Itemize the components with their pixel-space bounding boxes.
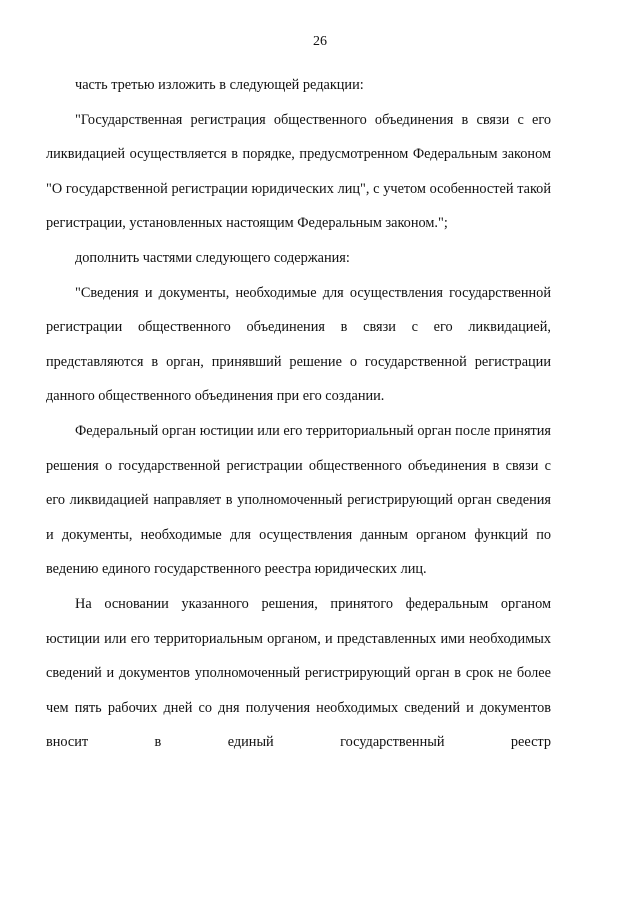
document-body: [46, 68, 551, 760]
paragraph-5: Федеральный орган юстиции или его территориальный орган после принятия решения о государственной регистрации общественного объединения в связи с его ликвидацией направляет в уполномоченный регистрирующий орган сведения и документы, необходимые для осуществления данным органом функций по ведению единого государственного реестра юридических лиц.: [46, 422, 551, 578]
paragraph-2: "Государственная регистрация общественного объединения в связи с его ликвидацией осуществляется в порядке, предусмотренном Федеральным законом "О государственной регистрации юридических лиц", с учетом особенностей такой регистрации, установленных настоящим Федеральным законом.";: [46, 111, 551, 232]
paragraph-3: дополнить частями следующего содержания:: [75, 249, 350, 266]
paragraph-4: "Сведения и документы, необходимые для осуществления государственной регистрации общественного объединения в связи с его ликвидацией, представляются в орган, принявший решение о государственной регистрации данного общественного объединения при его создании.: [46, 284, 551, 405]
paragraph-6: На основании указанного решения, принятого федеральным органом юстиции или его территориальным органом, и представленных ими необходимых сведений и документов уполномоченный регистрирующий орган в срок не более чем пять рабочих дней со дня получения необходимых сведений и документов вносит в единый государственный реестр: [46, 595, 551, 751]
paragraph-1: часть третью изложить в следующей редакции:: [75, 77, 364, 93]
page-number: 26: [313, 34, 327, 49]
